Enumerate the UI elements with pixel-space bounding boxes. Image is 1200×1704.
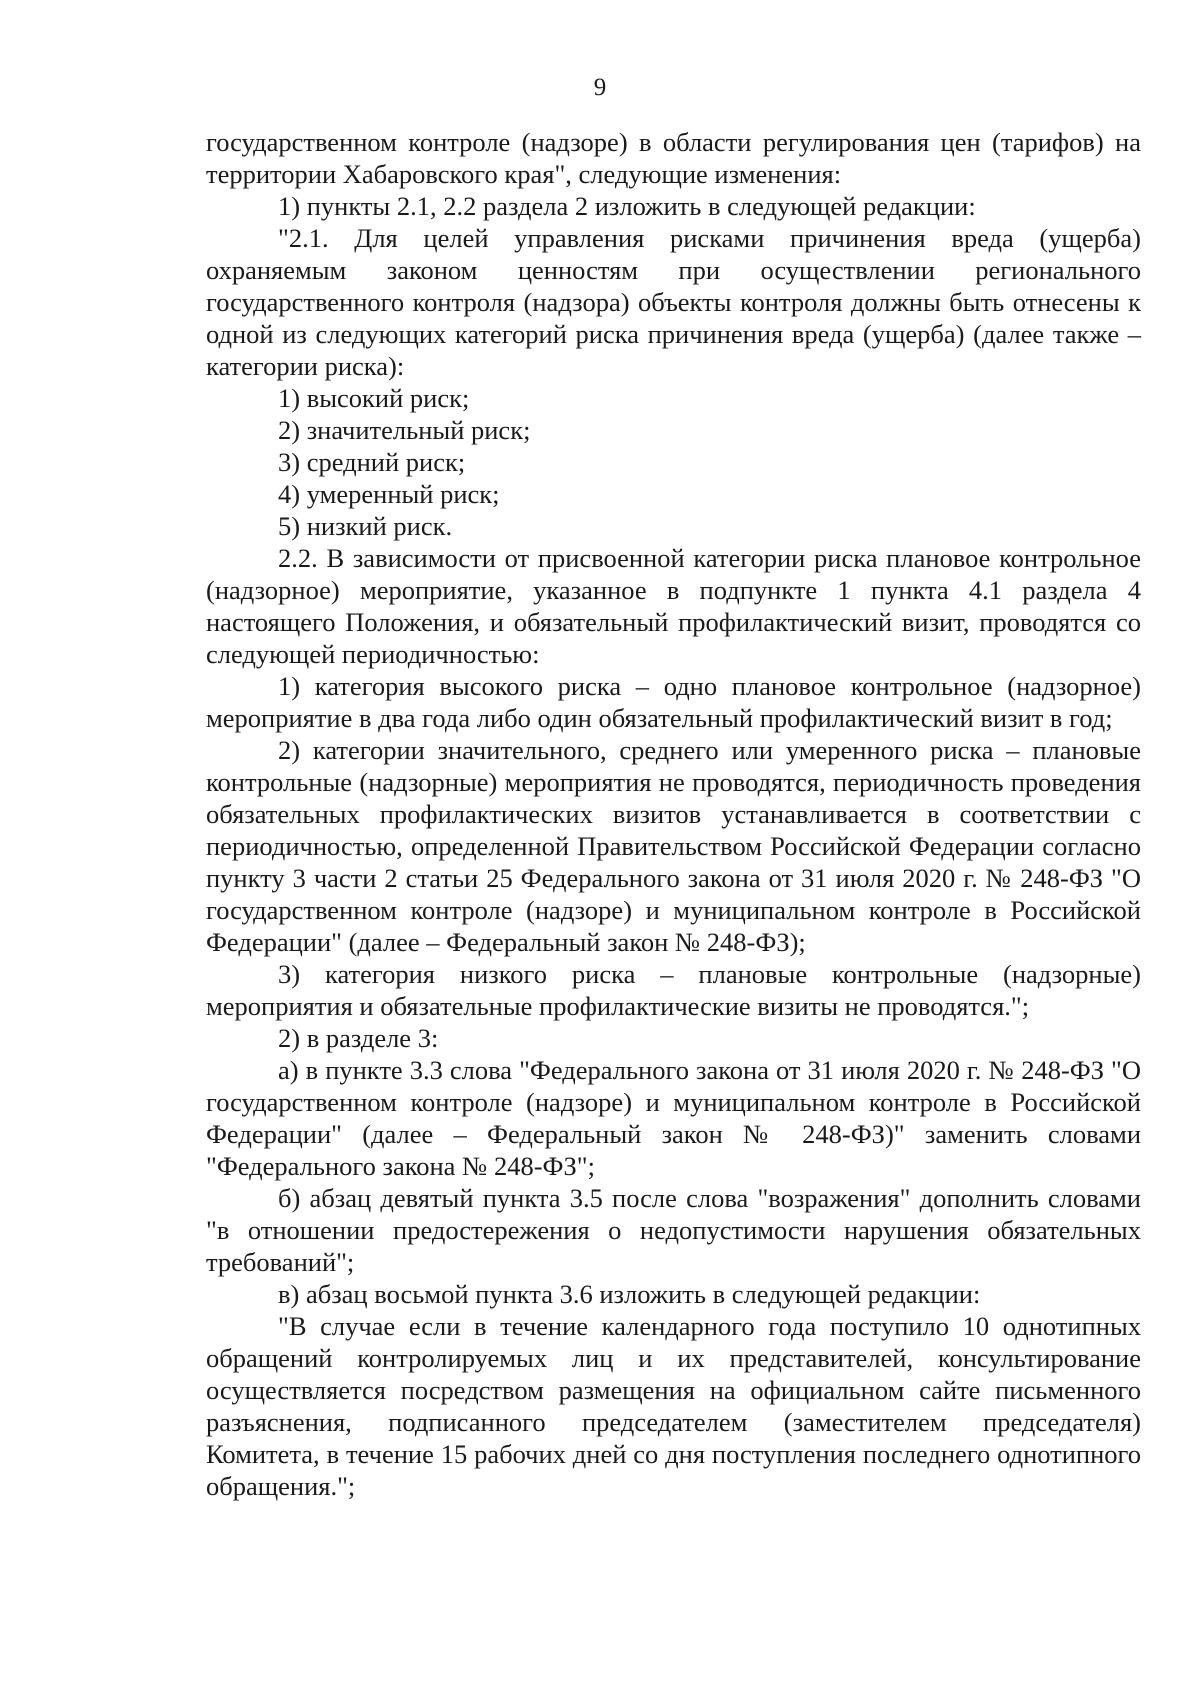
paragraph: 2.2. В зависимости от присвоенной категории риска плановое контрольное (надзорное) мероприятие, указанное в подпункте 1 пункта 4.1 раздела 4 настоящего Положения, и обязательный профилактический визит, проводятся со следующей периодичностью: [206, 543, 1141, 669]
paragraph: "В случае если в течение календарного года поступило 10 однотипных обращений контролируемых лиц и их представителей, консультирование осуществляется посредством размещения на официальном сайте письменного разъяснения, подписанного председателем (заместителем председателя) Комитета, в течение 15 рабочих дней со дня поступления последнего однотипного обращения."; [206, 1311, 1141, 1501]
document-body [206, 126, 1141, 1502]
paragraph: "2.1. Для целей управления рисками причинения вреда (ущерба) охраняемым законом ценностям при осуществлении регионального государственного контроля (надзора) объекты контроля должны быть отнесены к одной из следующих категорий риска причинения вреда (ущерба) (далее также – категории риска): [206, 223, 1141, 381]
paragraph: в) абзац восьмой пункта 3.6 изложить в следующей редакции: [278, 1279, 981, 1309]
list-item: 4) умеренный риск; [278, 479, 500, 509]
paragraph: б) абзац девятый пункта 3.5 после слова "возражения" дополнить словами "в отношении предостережения о недопустимости нарушения обязательных требований"; [206, 1183, 1141, 1277]
paragraph: 3) категория низкого риска – плановые контрольные (надзорные) мероприятия и обязательные профилактические визиты не проводятся."; [206, 959, 1141, 1021]
paragraph: государственном контроле (надзоре) в области регулирования цен (тарифов) на территории Хабаровского края", следующие изменения: [206, 127, 1141, 189]
paragraph: 2) категории значительного, среднего или умеренного риска – плановые контрольные (надзорные) мероприятия не проводятся, периодичность проведения обязательных профилактических визитов устанавливается в соответствии с периодичностью, определенной Правительством Российской Федерации согласно пункту 3 части 2 статьи 25 Федерального закона от 31 июля 2020 г. № 248-ФЗ "О государственном контроле (надзоре) и муниципальном контроле в Российской Федерации" (далее – Федеральный закон № 248-ФЗ); [206, 735, 1141, 957]
paragraph: 1) пункты 2.1, 2.2 раздела 2 изложить в следующей редакции: [278, 191, 976, 221]
paragraph: 1) категория высокого риска – одно плановое контрольное (надзорное) мероприятие в два года либо один обязательный профилактический визит в год; [206, 671, 1141, 733]
page-number: 9 [593, 74, 607, 101]
list-item: 5) низкий риск. [278, 511, 453, 541]
list-item: 1) высокий риск; [278, 383, 470, 413]
list-item: 3) средний риск; [278, 447, 466, 477]
paragraph: а) в пункте 3.3 слова "Федерального закона от 31 июля 2020 г. № 248-ФЗ "О государственном контроле (надзоре) и муниципальном контроле в Российской Федерации" (далее – Федеральный закон № 248-ФЗ)" заменить словами "Федерального закона № 248-ФЗ"; [206, 1055, 1141, 1181]
paragraph: 2) в разделе 3: [278, 1023, 439, 1053]
list-item: 2) значительный риск; [278, 415, 531, 445]
